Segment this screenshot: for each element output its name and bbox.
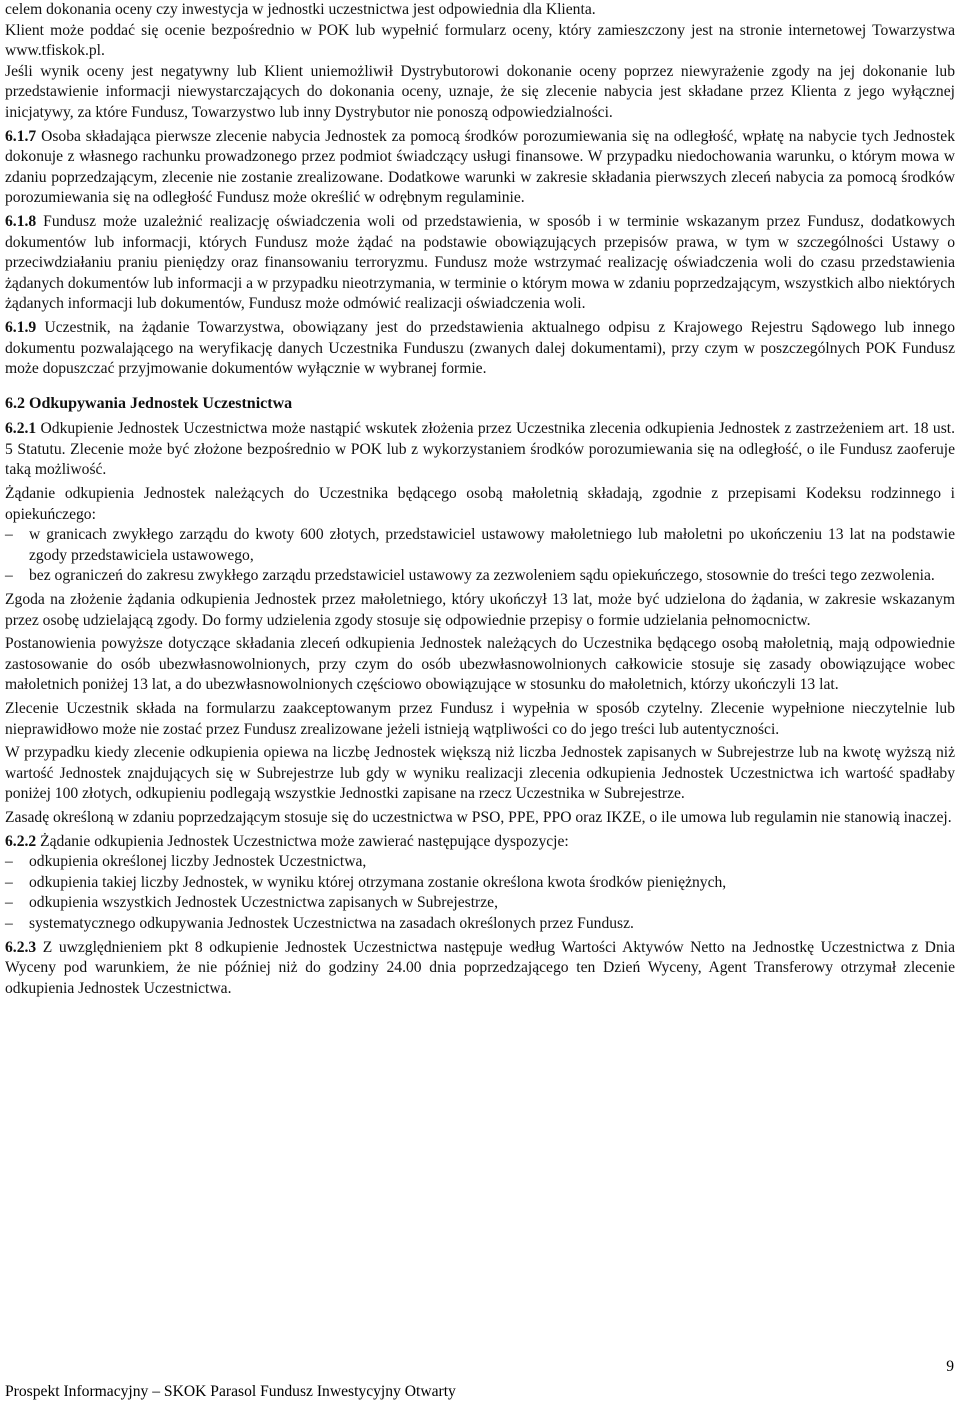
paragraph-suitability-tail: celem dokonania oceny czy inwestycja w jednostki uczestnictwa jest odpowiednia dla Klienta. — [5, 1, 596, 18]
section-6-1-8 — [5, 212, 955, 315]
paragraph-form: Zlecenie Uczestnik składa na formularzu zaakceptowanym przez Fundusz i wypełnia w sposób czytelny. Zlecenie wypełnione nieczytelnie lub nieprawidłowo może nie zostać przez Fundusz zrealizowane jeżeli istnieją wątpliwości co do jego treści lub autentyczności. — [5, 700, 955, 738]
section-text: Z uwzględnieniem pkt 8 odkupienie Jednostek Uczestnictwa następuje według Wartości Aktywów Netto na Jednostkę Uczestnictwa z Dnia Wyceny pod warunkiem, że nie później niż do godziny 24.00 dnia poprzedzającego ten Dzień Wyceny, Agent Transferowy otrzymał zlecenie odkupienia Jednostek Uczestnictwa. — [5, 938, 955, 997]
list-item-text: odkupienia wszystkich Jednostek Uczestnictwa zapisanych w Subrejestrze, — [29, 894, 498, 912]
section-text: Odkupienie Jednostek Uczestnictwa może nastąpić wskutek złożenia przez Uczestnika zlecenia odkupienia Jednostek z zastrzeżeniem art. 18 ust. 5 Statutu. Zlecenie może być złożone bezpośrednio w POK lub z wykorzystaniem środków porozumiewania się na odległość, o ile Fundusz zaoferuje taką możliwość. — [5, 420, 955, 479]
section-heading-6-2: 6.2 Odkupywania Jednostek Uczestnictwa — [5, 394, 293, 412]
section-number: 6.2.1 — [5, 420, 37, 438]
paragraph-consent: Zgoda na złożenie żądania odkupienia Jednostek przez małoletniego, który ukończył 13 lat, może być udzielona do żądania, w zakresie wskazanym przez osobę udzielającą zgody. Do formy udzielenia zgody stosuje się odpowiednie przepisy o formie udzielania pełnomocnictw. — [5, 591, 955, 629]
list-item-text: bez ograniczeń do zakresu zwykłego zarządu przedstawiciel ustawowy za zezwoleniem sądu opiekuńczego, stosownie do treści tego zezwolenia. — [29, 567, 935, 585]
dash-bullet: – — [5, 526, 13, 544]
paragraph-minor-request: Żądanie odkupienia Jednostek należących do Uczestnika będącego osobą małoletnią składają, zgodnie z przepisami Kodeksu rodzinnego i opiekuńczego: — [5, 485, 955, 523]
section-6-1-9 — [5, 318, 955, 380]
paragraph-incapacitated: Postanowienia powyższe dotyczące składania zleceń odkupienia Jednostek należących do Uczestnika będącego osobą małoletnią, mają odpowiednie zastosowanie do osób ubezwłasnowolnionych, przy czym do osób ubezwłasnowolnionych całkowicie stosuje się zasady obowiązujące wobec małoletnich poniżej 13 lat, a do ubezwłasnowolnionych częściowo obowiązujące w stosunku do małoletnich, którzy ukończyli 13 lat. — [5, 635, 955, 694]
section-number: 6.2.3 — [5, 938, 37, 956]
list-item-text: odkupienia określonej liczby Jednostek Uczestnictwa, — [29, 853, 367, 871]
list-item — [5, 873, 955, 894]
assessment-options-text: Klient może poddać się ocenie bezpośrednio w POK lub wypełnić formularz oceny, który zamieszczony jest na stronie internetowej Towarzystwa — [5, 21, 955, 39]
minor-request-list — [5, 525, 955, 587]
section-number: 6.1.8 — [5, 212, 37, 230]
page-number: 9 — [946, 1358, 954, 1375]
list-item-text: w granicach zwykłego zarządu do kwoty 600 złotych, przedstawiciel ustawowy małoletniego lub małoletni po ukończeniu 13 lat na podstawie zgody przedstawiciela ustawowego, — [29, 526, 955, 564]
section-6-2-3 — [5, 938, 955, 1000]
section-text: Żądanie odkupienia Jednostek Uczestnictwa może zawierać następujące dyspozycje: — [36, 832, 569, 850]
website-link[interactable]: www.tfiskok.pl — [5, 42, 102, 60]
paragraph-rule-scope: Zasadę określoną w zdaniu poprzedzającym stosuje się do uczestnictwa w PSO, PPE, PPO oraz IKZE, o ile umowa lub regulamin nie stanowią inaczej. — [5, 808, 952, 826]
paragraph-assessment-options — [5, 21, 955, 62]
list-item-text: systematycznego odkupywania Jednostek Uczestnictwa na zasadach określonych przez Fundusz. — [29, 914, 634, 932]
section-text: Uczestnik, na żądanie Towarzystwa, obowiązany jest do przedstawienia aktualnego odpisu z Krajowego Rejestru Sądowego lub innego dokumentu pozwalającego na weryfikację danych Uczestnika Funduszu (zwanych dalej dokumentami), przy czym w poszczególnych POK Fundusz może dopuszczać przyjmowanie dokumentów wyłącznie w wybranej formie. — [5, 318, 955, 378]
section-text: Fundusz może uzależnić realizację oświadczenia woli od przedstawienia, w sposób i w terminie wskazanym przez Fundusz, dodatkowych dokumentów lub informacji, których Fundusz może żądać na podstawie obowiązujących przepisów prawa, w tym w szczególności Ustawy o przeciwdziałaniu praniu pieniędzy oraz finansowaniu terroryzmu. Fundusz może wstrzymać realizację oświadczenia woli do czasu przedstawienia żądanych dokumentów lub informacji a w przypadku nieotrzymania, w terminie o którym mowa w zdaniu poprzedzającym, wszystkich albo niektórych żądanych informacji lub dokumentów, Fundusz może odmówić realizacji oświadczenia woli. — [5, 212, 955, 313]
document-page — [5, 0, 955, 1002]
list-item — [5, 893, 955, 914]
list-item-text: odkupienia takiej liczby Jednostek, w wyniku której otrzymana zostanie określona kwota środków pieniężnych, — [29, 873, 727, 891]
list-item — [5, 914, 955, 935]
paragraph-excess-request: W przypadku kiedy zlecenie odkupienia opiewa na liczbę Jednostek większą niż liczba Jednostek zapisanych w Subrejestrze lub na kwotę wyższą niż wartość Jednostek znajdujących się w Subrejestrze lub gdy w wyniku realizacji zlecenia odkupienia Jednostek Uczestnictwa ich wartość spadłaby poniżej 100 złotych, odkupieniu podlegają wszystkie Jednostki zapisane na rzecz Uczestnika w Subrejestrze. — [5, 744, 955, 803]
list-item — [5, 852, 955, 873]
assessment-options-end: . — [101, 42, 105, 60]
list-item — [5, 566, 955, 587]
dash-bullet: – — [5, 894, 13, 912]
dash-bullet: – — [5, 873, 13, 891]
section-6-1-7 — [5, 127, 955, 209]
list-item — [5, 525, 955, 566]
section-6-2-1 — [5, 419, 955, 481]
dash-bullet: – — [5, 914, 13, 932]
paragraph-negative-result: Jeśli wynik oceny jest negatywny lub Klient uniemożliwił Dystrybutorowi dokonanie oceny poprzez niewyrażenie zgody na jej dokonanie lub przedstawienie informacji niewystarczających do dokonania oceny, uznaje, że się zlecenie nabycia jest składane przez Klienta z jego wyłącznej inicjatywy, za które Fundusz, Towarzystwo lub inny Dystrybutor nie ponoszą odpowiedzialności. — [5, 62, 955, 121]
redemption-dispositions-list — [5, 852, 955, 934]
section-number: 6.2.2 — [5, 832, 37, 850]
dash-bullet: – — [5, 567, 13, 585]
section-text: Osoba składająca pierwsze zlecenie nabycia Jednostek za pomocą środków porozumiewania się na odległość, wpłatę na nabycie tych Jednostek dokonuje z własnego rachunku prowadzonego przez podmiot świadczący usługi finansowe. W przypadku niedochowania warunku, o którym mowa w zdaniu poprzedzającym, zlecenie nie zostanie zrealizowane. Dodatkowe warunki w zakresie składania pierwszych zleceń nabycia za pomocą środków porozumiewania się na odległość Fundusz może określić w odrębnym regulaminie. — [5, 127, 955, 207]
section-number: 6.1.9 — [5, 318, 37, 336]
page-footer: Prospekt Informacyjny – SKOK Parasol Fundusz Inwestycyjny Otwarty — [5, 1383, 456, 1400]
section-6-2-2 — [5, 832, 955, 853]
dash-bullet: – — [5, 853, 13, 871]
section-number: 6.1.7 — [5, 127, 37, 145]
